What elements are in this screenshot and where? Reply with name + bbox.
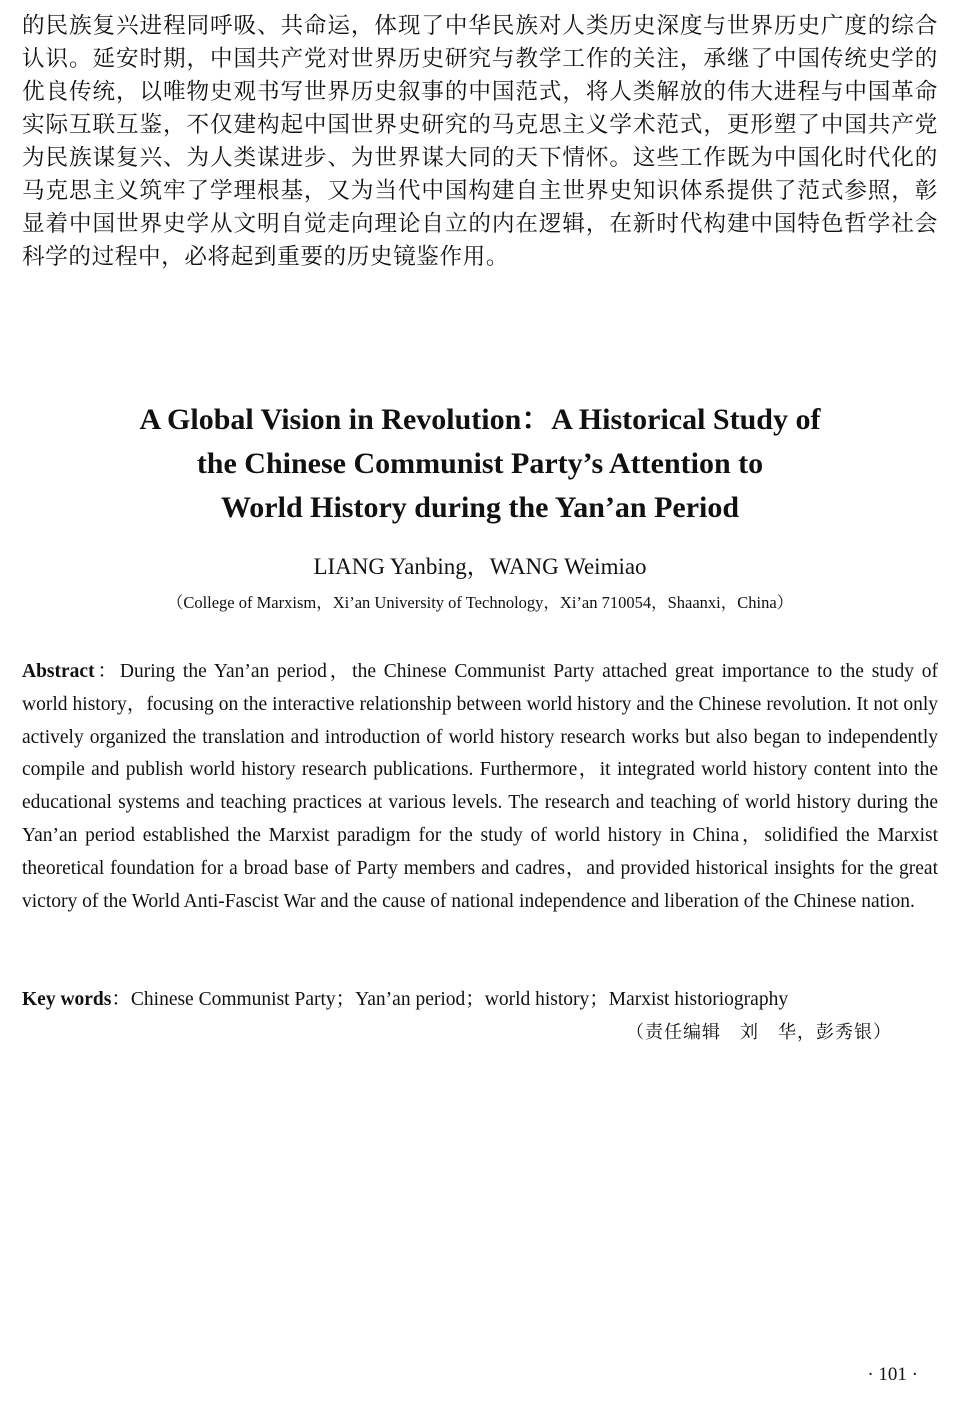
abstract-text: During the Yan’an period，the Chinese Communist Party attached great importance to the study of world history，focusing on the interactive relationship between world history and the Chinese revolution. It not only actively organized the translation and introduction of world history research works but also began to independently compile and publish world history research publications. Furthermore，it integrated world history content into the educational systems and teaching practices at various levels. The research and teaching of world history during the Yan’an period established the Marxist paradigm for the study of world history in China，solidified the Marxist theoretical foundation for a broad base of Party members and cadres，and provided historical insights for the great victory of the World Anti-Fascist War and the cause of national independence and liberation of the Chinese nation.	[22, 661, 938, 912]
keywords-label: Key words	[22, 989, 112, 1010]
abstract-label: Abstract	[22, 661, 95, 682]
author-affiliation: （College of Marxism，Xi’an University of Technology，Xi’an 710054，Shaanxi，China）	[166, 593, 794, 612]
title-line-2: the Chinese Communist Party’s Attention to	[196, 447, 764, 480]
keywords-separator: ：	[111, 989, 131, 1010]
abstract-separator: ：	[94, 661, 120, 682]
abstract	[22, 656, 938, 918]
english-article-title	[22, 398, 938, 530]
keywords	[22, 984, 938, 1016]
page-number: · 101 ·	[867, 1364, 918, 1385]
author-names: LIANG Yanbing，WANG Weimiao	[313, 554, 647, 579]
title-line-1: A Global Vision in Revolution：A Historical Study of	[139, 403, 821, 436]
responsible-editor-note: （责任编辑 刘 华，彭秀银）	[626, 1022, 892, 1043]
chinese-body-paragraph: 的民族复兴进程同呼吸、共命运，体现了中华民族对人类历史深度与世界历史广度的综合认识。延安时期，中国共产党对世界历史研究与教学工作的关注，承继了中国传统史学的优良传统，以唯物史观书写世界历史叙事的中国范式，将人类解放的伟大进程与中国革命实际互联互鉴，不仅建构起中国世界史研究的马克思主义学术范式，更形塑了中国共产党为民族谋复兴、为人类谋进步、为世界谋大同的天下情怀。这些工作既为中国化时代化的马克思主义筑牢了学理根基，又为当代中国构建自主世界史知识体系提供了范式参照，彰显着中国世界史学从文明自觉走向理论自立的内在逻辑，在新时代构建中国特色哲学社会科学的过程中，必将起到重要的历史镜鉴作用。	[22, 13, 938, 270]
title-line-3: World History during the Yan’an Period	[220, 491, 740, 524]
keywords-text: Chinese Communist Party；Yan’an period；world history；Marxist historiography	[130, 989, 789, 1010]
